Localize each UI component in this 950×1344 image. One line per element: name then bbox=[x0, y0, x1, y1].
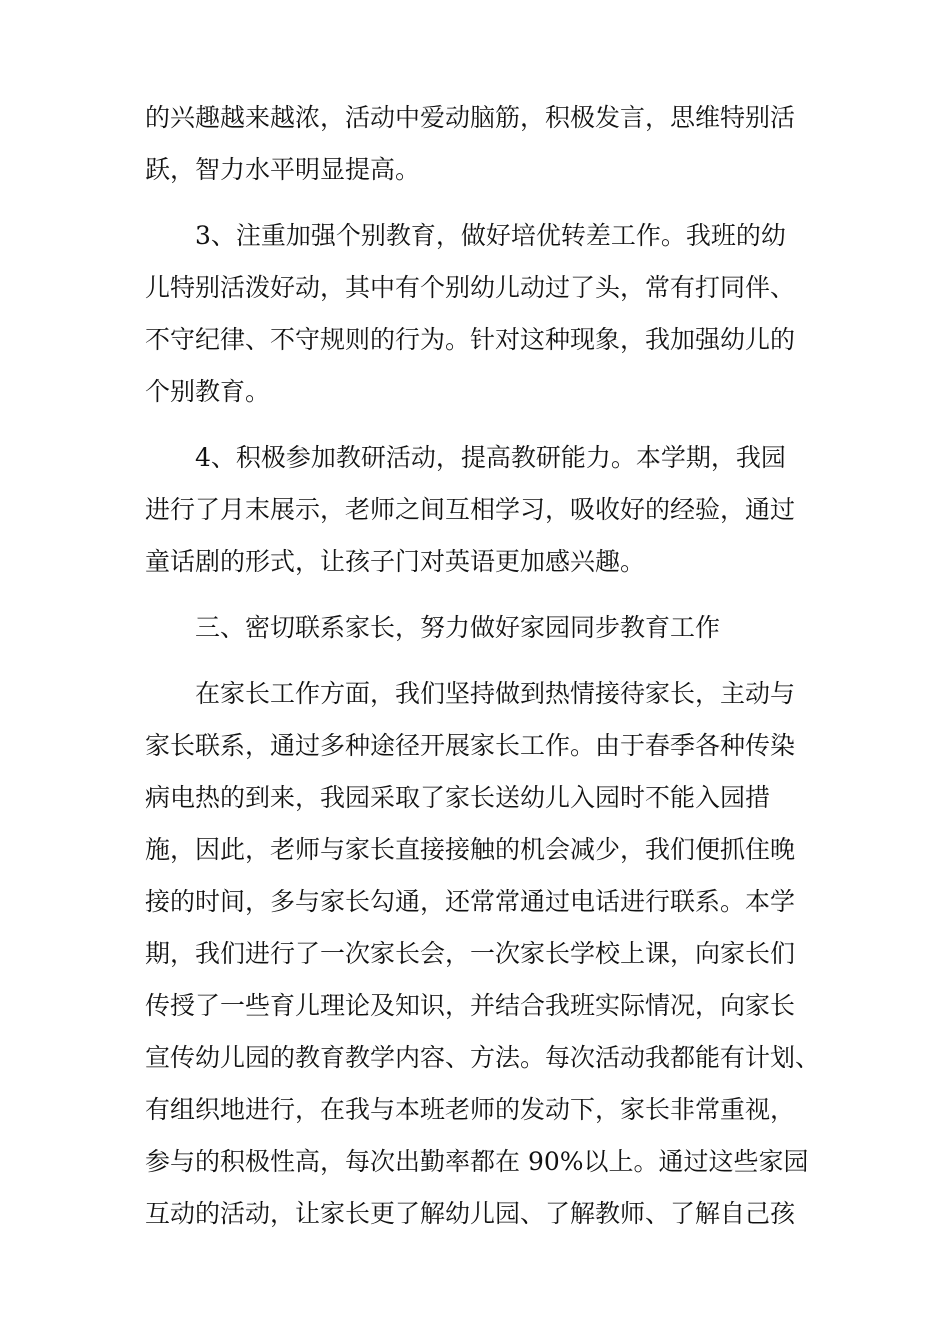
paragraph-1 bbox=[145, 92, 807, 196]
text-line: 病电热的到来，我园采取了家长送幼儿入园时不能入园措 bbox=[145, 783, 771, 812]
text-line: 4、积极参加教研活动，提高教研能力。本学期，我园 bbox=[195, 443, 786, 472]
section-heading bbox=[145, 602, 807, 654]
text-line: 的兴趣越来越浓，活动中爱动脑筋，积极发言，思维特别活 bbox=[145, 103, 796, 132]
text-line: 个别教育。 bbox=[145, 377, 271, 406]
body-text bbox=[145, 92, 821, 1240]
text-line: 进行了月末展示，老师之间互相学习，吸收好的经验，通过 bbox=[145, 495, 796, 524]
text-line: 家长联系，通过多种途径开展家长工作。由于春季各种传染 bbox=[145, 731, 796, 760]
text-line: 互动的活动，让家长更了解幼儿园、了解教师、了解自己孩 bbox=[145, 1199, 796, 1228]
text-line: 童话剧的形式，让孩子门对英语更加感兴趣。 bbox=[145, 547, 646, 576]
text-line: 宣传幼儿园的教育教学内容、方法。每次活动我都能有计划、 bbox=[145, 1043, 821, 1072]
text-line: 三、密切联系家长，努力做好家园同步教育工作 bbox=[195, 613, 721, 642]
text-line: 3、注重加强个别教育，做好培优转差工作。我班的幼 bbox=[195, 221, 786, 250]
text-line: 参与的积极性高，每次出勤率都在 90%以上。通过这些家园 bbox=[145, 1147, 809, 1176]
text-line: 不守纪律、不守规则的行为。针对这种现象，我加强幼儿的 bbox=[145, 325, 796, 354]
text-line: 施，因此，老师与家长直接接触的机会减少，我们便抓住晚 bbox=[145, 835, 796, 864]
paragraph-3 bbox=[145, 432, 807, 588]
text-line: 传授了一些育儿理论及知识，并结合我班实际情况，向家长 bbox=[145, 991, 796, 1020]
text-line: 有组织地进行，在我与本班老师的发动下，家长非常重视， bbox=[145, 1095, 796, 1124]
text-line: 期，我们进行了一次家长会，一次家长学校上课，向家长们 bbox=[145, 939, 796, 968]
text-line: 跃，智力水平明显提高。 bbox=[145, 155, 421, 184]
text-line: 在家长工作方面，我们坚持做到热情接待家长，主动与 bbox=[195, 679, 796, 708]
paragraph-4 bbox=[145, 668, 821, 1240]
text-line: 儿特别活泼好动，其中有个别幼儿动过了头，常有打同伴、 bbox=[145, 273, 796, 302]
paragraph-2 bbox=[145, 210, 807, 418]
text-line: 接的时间，多与家长勾通，还常常通过电话进行联系。本学 bbox=[145, 887, 796, 916]
